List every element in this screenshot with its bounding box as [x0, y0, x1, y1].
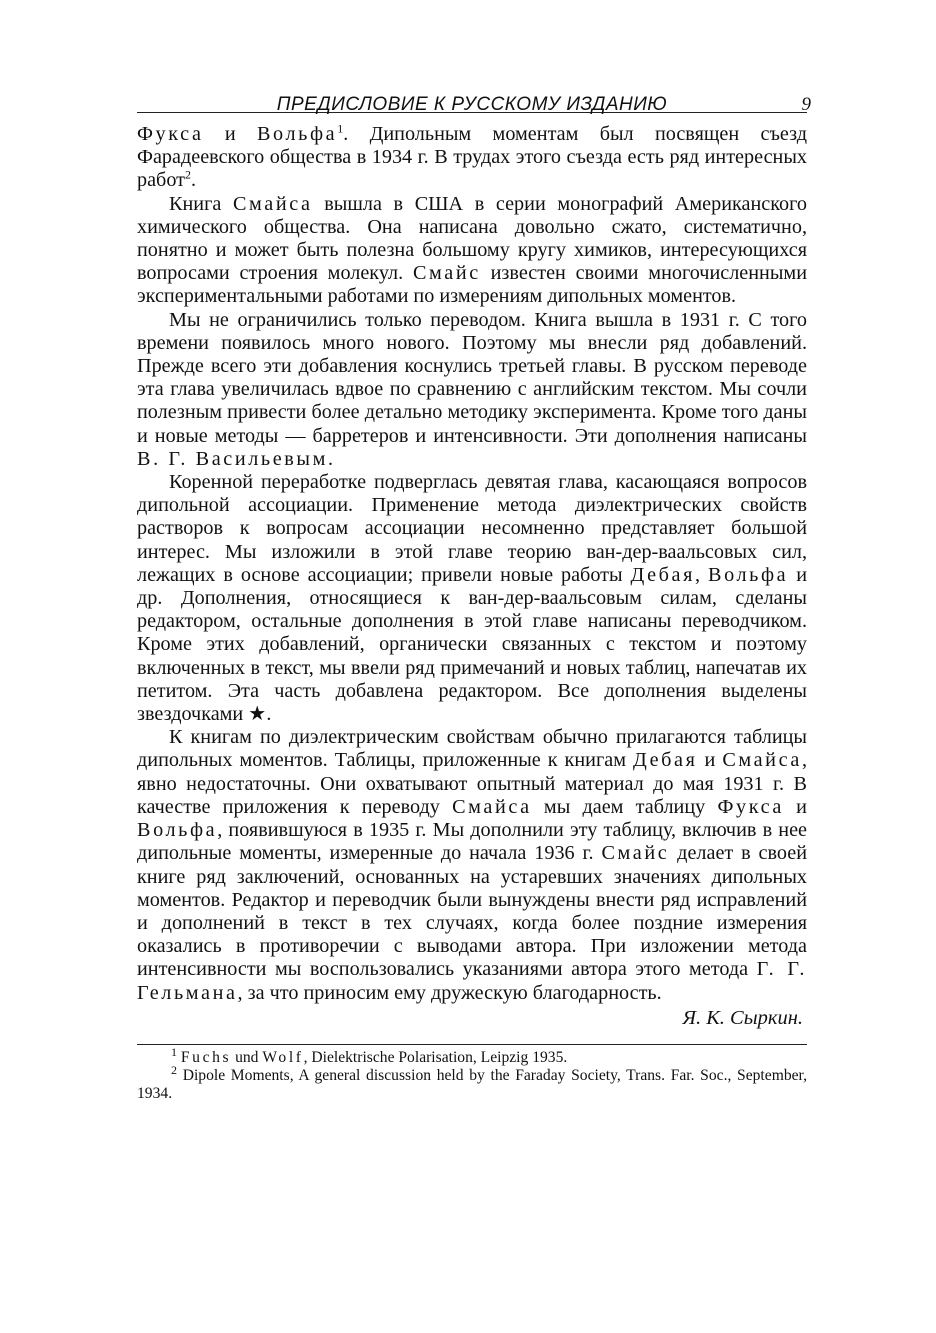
- footnotes: [137, 1044, 808, 1103]
- text-run: , за что приносим ему дружескую благодарность.: [237, 981, 662, 1004]
- footnote-2: [137, 1062, 808, 1103]
- text-run: К книгам по диэлектрическим свойствам обычно прилагаются таблицы дипольных моментов. Таблицы, приложенные к книгам: [137, 726, 807, 772]
- author-name: Фукса: [717, 795, 784, 818]
- header-title: ПРЕДИСЛОВИЕ К РУССКОМУ ИЗДАНИЮ: [276, 94, 668, 115]
- page-number: 9: [801, 94, 811, 115]
- text-run: , появившуюся в 1935 г. Мы дополнили эту таблицу, включив в нее дипольные моменты, измеренные до начала 1936 г.: [137, 819, 807, 865]
- footnote-divider: [137, 1044, 807, 1045]
- paragraph-2: [137, 193, 807, 309]
- paragraph-3: [137, 309, 807, 471]
- text-run: и др. Дополнения, относящиеся к ван-дер-ваальсовым силам, сделаны редактором, остальные дополнения в этой главе написаны переводчиком. Кроме этих добавлений, органически связанных с текстом и поэтому включенных в текст, мы ввели ряд примечаний и новых таблиц, напечатав их петитом. Эта часть добавлена редактором. Все дополнения выделены звездочками ★.: [137, 563, 808, 726]
- author-name: Вольфа: [708, 563, 789, 586]
- text-run: .: [327, 447, 333, 470]
- book-page: [137, 76, 811, 1103]
- footnote-ref-2[interactable]: 2: [184, 167, 191, 182]
- text-run: вышла в США в серии монографий Американского химического общества. Она написана довольно сжато, систематично, понятно и может быть полезна большому кругу химиков, интересующихся вопросами строения молекул.: [137, 192, 807, 285]
- text-run: , явно недостаточны. Они охватывают опытный материал до мая 1931 г. В качестве приложения к переводу: [137, 749, 807, 818]
- author-name: Смайс: [601, 842, 670, 865]
- author-name: Г. Г. Гельмана: [137, 958, 807, 1004]
- text-run: .: [190, 169, 197, 192]
- footnote-author: Fuchs: [180, 1048, 232, 1066]
- paragraph-1: [137, 123, 807, 193]
- author-name: Смайс: [412, 262, 481, 285]
- author-name: Дебая: [630, 563, 695, 586]
- text-run: . Дипольным моментам был посвящен съезд Фарадеевского общества в 1934 г. В трудах этого съезда есть ряд интересных работ: [137, 123, 807, 192]
- footnote-mark: 2: [171, 1062, 177, 1077]
- text-run: Dipole Moments, A general discussion held by the Faraday Society, Trans. Far. Soc., September, 1934.: [137, 1066, 808, 1102]
- author-name: Дебая: [632, 749, 698, 772]
- author-name: Вольфа: [137, 819, 218, 842]
- text-run: и: [697, 749, 723, 772]
- text-run: und: [231, 1048, 263, 1066]
- running-header: [137, 76, 811, 115]
- text-run: ,: [695, 563, 709, 586]
- footnote-author: Wolf: [262, 1048, 304, 1066]
- author-name: Фукса: [137, 123, 204, 145]
- text-run: и: [203, 123, 257, 145]
- footnote-mark: 1: [171, 1044, 177, 1059]
- text-run: мы даем таблицу: [531, 795, 718, 818]
- paragraph-4: [137, 471, 807, 726]
- author-name: Смайса: [452, 795, 532, 818]
- text-run: , Dielektrische Polarisation, Leipzig 1935.: [303, 1048, 568, 1066]
- footnote-1: [137, 1044, 807, 1067]
- author-name: Смайса: [722, 749, 802, 772]
- author-name: В. Г. Васильевым: [137, 447, 328, 470]
- author-name: Смайса: [232, 192, 313, 215]
- main-text: [137, 123, 807, 1030]
- text-run: известен своими многочисленными экспериментальными работами по измерениям дипольных моментов.: [137, 262, 808, 308]
- text-run: Мы не ограничились только переводом. Книга вышла в 1931 г. С того времени появилось много нового. Поэтому мы внесли ряд добавлений. Прежде всего эти добавления коснулись третьей главы. В русском переводе эта глава увеличилась вдвое по сравнению с английским текстом. Мы сочли полезным привести более детально методику эксперимента. Кроме того даны и новые методы — барретеров и интенсивности. Эти дополнения написаны: [137, 308, 807, 447]
- footnote-ref-1[interactable]: 1: [337, 121, 344, 136]
- author-name: Вольфа: [256, 123, 338, 145]
- text-run: Коренной переработке подверглась девятая глава, касающаяся вопросов дипольной ассоциации. Применение метода диэлектрических свойств растворов к вопросам ассоциации несомненно представляет большой интерес. Мы изложили в этой главе теорию ван-дер-ваальсовых сил, лежащих в основе ассоциации; привели новые работы: [137, 471, 807, 586]
- text-run: Книга: [169, 192, 233, 215]
- text-run: делает в своей книге ряд заключений, основанных на устаревших значениях дипольных моментов. Редактор и переводчик были вынуждены внести ряд исправлений и дополнений в текст в тех случаях, когда более поздние измерения оказались в противоречии с выводами автора. При изложении метода интенсивности мы воспользовались указаниями автора этого метода: [137, 842, 807, 981]
- signature: Я. К. Сыркин.: [682, 1006, 803, 1029]
- paragraph-5: [137, 726, 807, 1004]
- text-run: и: [783, 795, 807, 818]
